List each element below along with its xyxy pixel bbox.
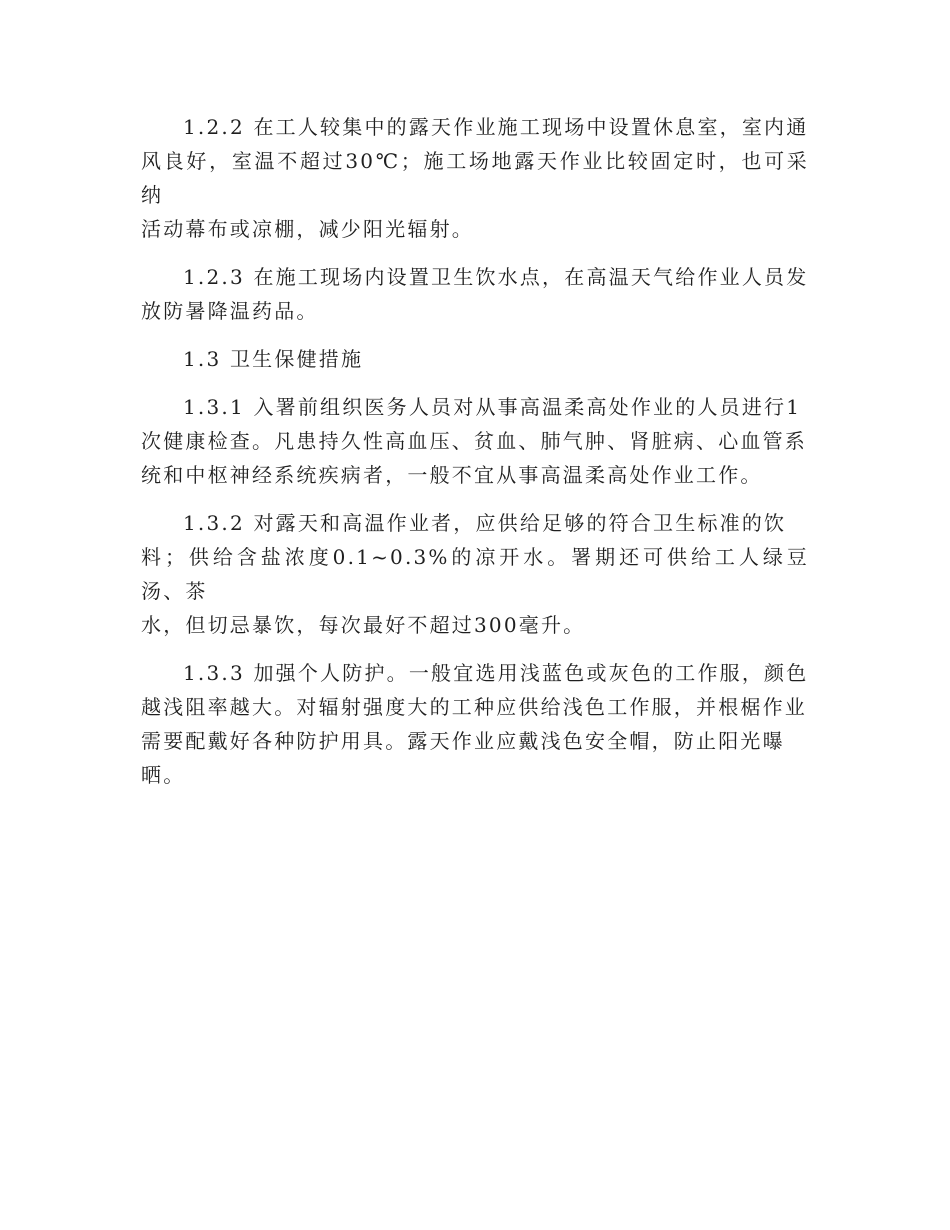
text-line: 1.2.2 在工人较集中的露天作业施工现场中设置休息室，室内通 <box>183 115 809 139</box>
heading-text: 1.3 卫生保健措施 <box>183 347 364 371</box>
paragraph-1-2-3 <box>141 260 809 328</box>
document-body <box>141 110 809 806</box>
text-line: 1.3.3 加强个人防护。一般宜选用浅蓝色或灰色的工作服，颜色 <box>183 661 809 685</box>
text-line: 越浅阻率越大。对辐射强度大的工种应供给浅色工作服，并根椐作业 <box>141 695 807 719</box>
text-line: 晒。 <box>141 763 186 787</box>
text-line: 料；供给含盐浓度0.1~0.3%的凉开水。署期还可供给工人绿豆汤、茶 <box>141 545 809 603</box>
text-line: 统和中枢神经系统疾病者，一般不宜从事高温柔高处作业工作。 <box>141 463 763 487</box>
section-heading-1-3 <box>141 342 809 376</box>
text-line: 1.3.1 入署前组织医务人员对从事高温柔高处作业的人员进行1 <box>183 395 802 419</box>
text-line: 风良好，室温不超过30℃；施工场地露天作业比较固定时，也可采纳 <box>141 149 809 207</box>
text-line: 1.2.3 在施工现场内设置卫生饮水点，在高温天气给作业人员发 <box>183 265 809 289</box>
text-line: 需要配戴好各种防护用具。露天作业应戴浅色安全帽，防止阳光曝 <box>141 729 785 753</box>
text-line: 次健康检查。凡患持久性高血压、贫血、肺气肿、肾脏病、心血管系 <box>141 429 807 453</box>
paragraph-1-3-3 <box>141 656 809 792</box>
text-line: 活动幕布或凉棚，减少阳光辐射。 <box>141 217 474 241</box>
paragraph-1-3-2 <box>141 506 809 642</box>
text-line: 放防暑降温药品。 <box>141 299 319 323</box>
paragraph-1-2-2 <box>141 110 809 246</box>
paragraph-1-3-1 <box>141 390 809 492</box>
text-line: 1.3.2 对露天和高温作业者，应供给足够的符合卫生标准的饮 <box>183 511 787 535</box>
text-line: 水，但切忌暴饮，每次最好不超过300毫升。 <box>141 613 586 637</box>
